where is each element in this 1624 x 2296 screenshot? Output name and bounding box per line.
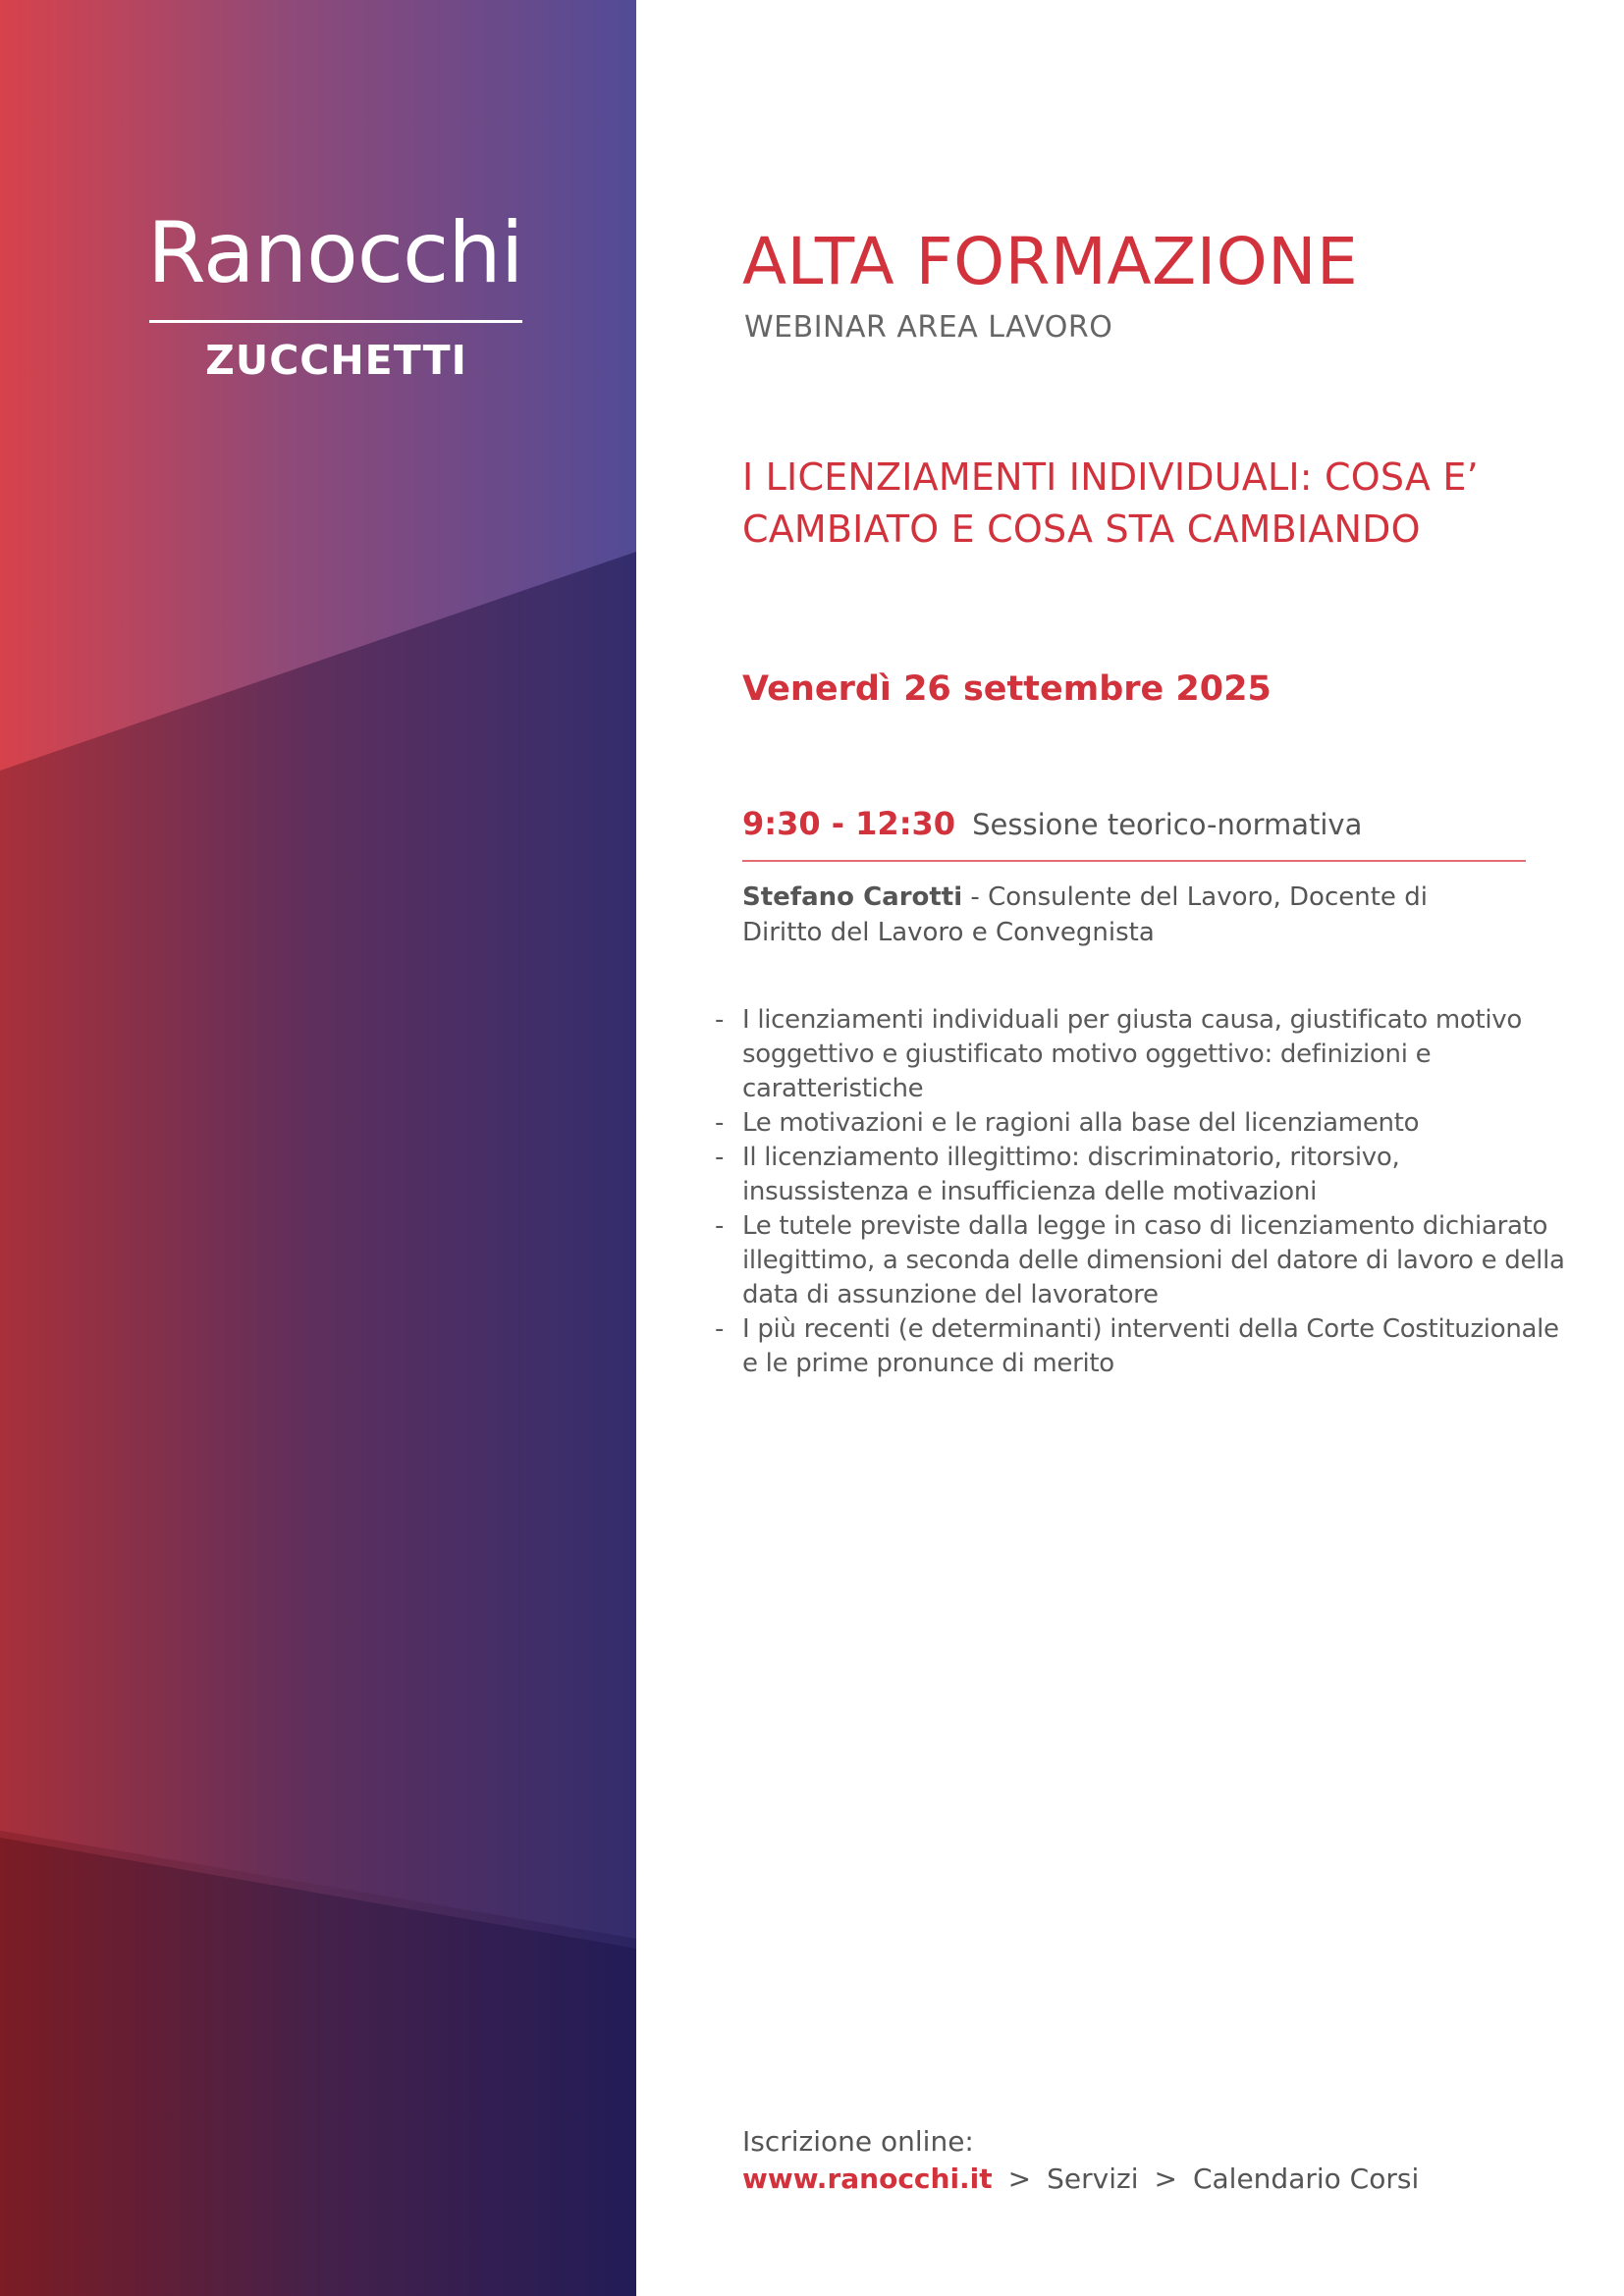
list-item bbox=[713, 1312, 1567, 1381]
page-title: ALTA FORMAZIONE bbox=[742, 224, 1359, 299]
topics-list bbox=[713, 1003, 1567, 1381]
speaker-role: - Consulente del Lavoro, Docente di Diritto del Lavoro e Convegnista bbox=[742, 882, 1428, 947]
brand-logo-group: ZUCCHETTI bbox=[205, 337, 467, 384]
website-link[interactable]: www.ranocchi.it bbox=[742, 2163, 993, 2195]
list-item bbox=[713, 1209, 1567, 1312]
list-item bbox=[713, 1106, 1567, 1141]
breadcrumb-separator: > bbox=[1154, 2163, 1177, 2195]
speaker-name: Stefano Carotti bbox=[742, 882, 963, 912]
registration-path bbox=[742, 2163, 1419, 2195]
topic-text: Le motivazioni e le ragioni alla base del licenziamento bbox=[742, 1108, 1420, 1138]
topic-text: I più recenti (e determinanti) interventi della Corte Costituzionale e le prime pronunce di merito bbox=[742, 1314, 1559, 1378]
brand-logo-name: Ranocchi bbox=[147, 204, 523, 302]
session-time: 9:30 - 12:30 bbox=[742, 805, 956, 842]
session-divider bbox=[742, 860, 1526, 862]
breadcrumb-separator: > bbox=[1007, 2163, 1032, 2195]
course-date: Venerdì 26 settembre 2025 bbox=[742, 669, 1272, 709]
session-header bbox=[742, 805, 1362, 842]
bullet-dash: - bbox=[715, 1108, 725, 1138]
topic-text: Il licenziamento illegittimo: discriminatorio, ritorsivo, insussistenza e insufficienza delle motivazioni bbox=[742, 1143, 1400, 1206]
brand-logo-rule bbox=[149, 320, 522, 323]
course-title: I LICENZIAMENTI INDIVIDUALI: COSA E’ CAMBIATO E COSA STA CAMBIANDO bbox=[742, 455, 1479, 551]
bullet-dash: - bbox=[715, 1143, 725, 1172]
topic-text: I licenziamenti individuali per giusta causa, giustificato motivo soggettivo e giustificato motivo oggettivo: definizioni e caratteristiche bbox=[742, 1005, 1523, 1103]
speaker-info bbox=[742, 880, 1508, 950]
session-description: Sessione teorico-normativa bbox=[972, 808, 1363, 841]
topic-text: Le tutele previste dalla legge in caso di licenziamento dichiarato illegittimo, a seconda delle dimensioni del datore di lavoro e della data di assunzione del lavoratore bbox=[742, 1211, 1565, 1309]
page-subtitle: WEBINAR AREA LAVORO bbox=[744, 310, 1113, 345]
decorative-sidebar bbox=[0, 0, 636, 2296]
bullet-dash: - bbox=[715, 1314, 725, 1344]
registration-label: Iscrizione online: bbox=[742, 2125, 974, 2158]
list-item bbox=[713, 1003, 1567, 1106]
breadcrumb-calendario-corsi: Calendario Corsi bbox=[1192, 2163, 1420, 2195]
bullet-dash: - bbox=[715, 1211, 725, 1241]
breadcrumb-servizi: Servizi bbox=[1047, 2163, 1139, 2195]
bullet-dash: - bbox=[715, 1005, 725, 1035]
list-item bbox=[713, 1141, 1567, 1209]
